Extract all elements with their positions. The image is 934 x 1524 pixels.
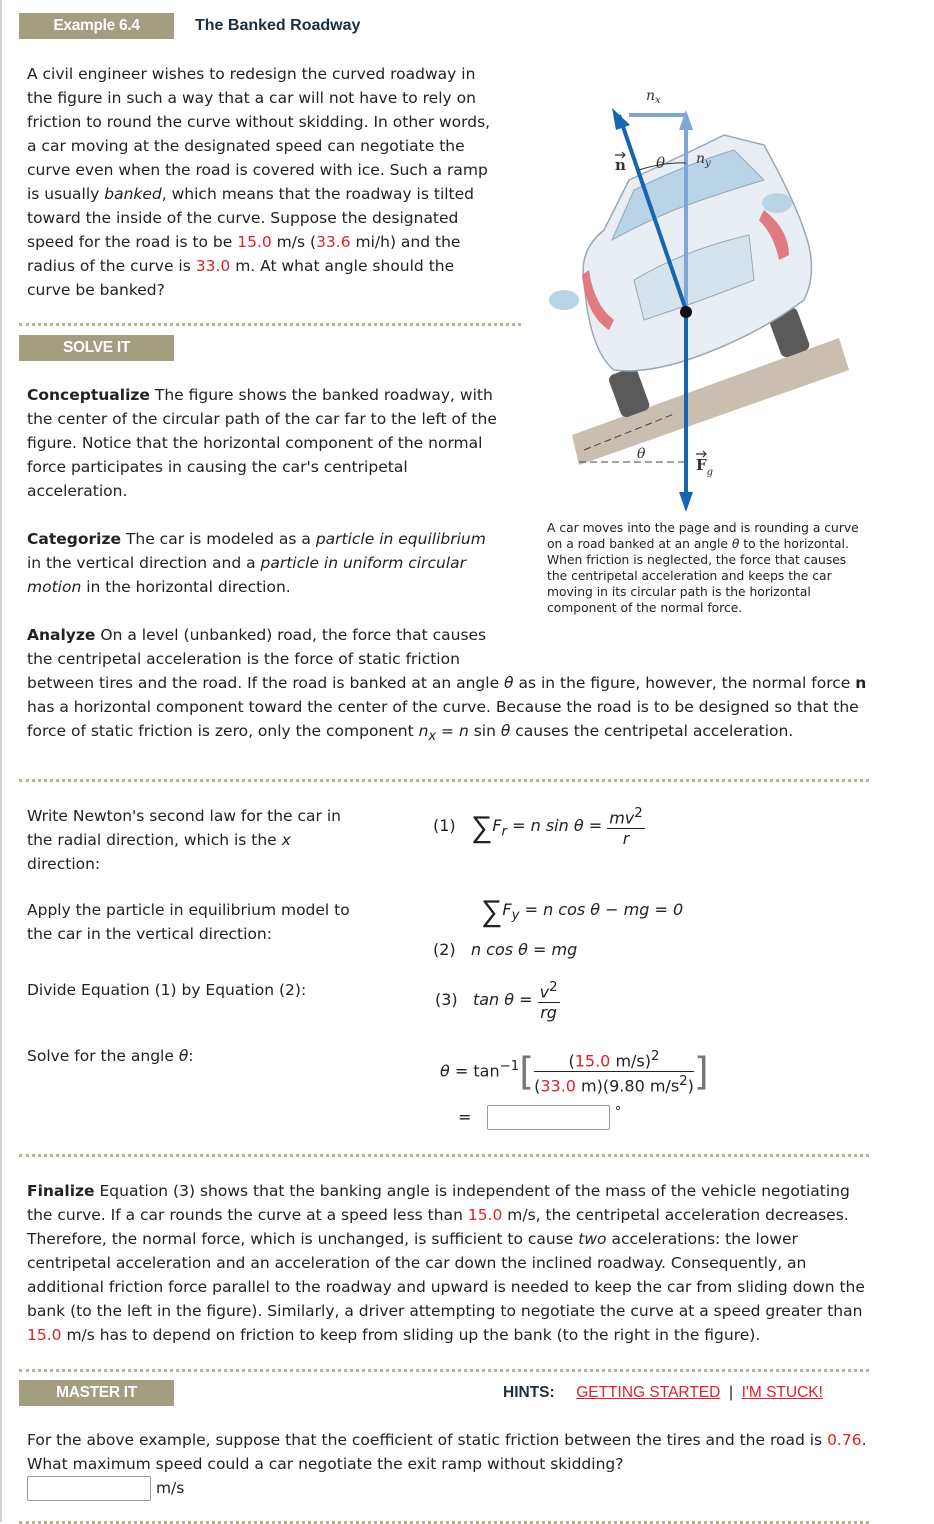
svg-text:Fg: $F_g$ [696,456,714,478]
figure-caption: A car moves into the page and is rounding a curve on a road banked at an angle θ to the horizontal. When friction is neglected, the force that causes the centripetal acceleration and keeps the car moving in its circular path is the horizontal component of the normal force. [547,521,859,615]
analyze-paragraph: Analyze On a level (unbanked) road, the force that causes the centripetal acceleration is the force of static friction between tires and the road. If the road is banked at an angle θ as in the figure, however, the normal force n has a horizontal component toward the center of the curve. Because the road is to be designed so that the force of static friction is zero, only the component $n_x = n$ sin θ causes the centripetal acceleration. [27,626,867,745]
finalize-paragraph: Finalize Equation (3) shows that the banking angle is independent of the mass of the vehicle negotiating the curve. If a car rounds the curve at a speed less than 15.0 m/s, the centripetal acceleration decreases. Therefore, the normal force, which is unchanged, is sufficient to cause two accelerations: the lower centripetal acceleration and an acceleration of the car down the inclined roadway. Consequently, an additional friction force parallel to the roadway and upward is needed to keep the car from sliding down the bank (to the left in the figure). Similarly, a driver attempting to negotiate the curve at a speed greater than 15.0 m/s has to depend on friction to keep from sliding up the bank (to the right in the figure). [27,1182,865,1345]
equation-2: (2) n cos θ = mg [433,940,578,960]
figure-block [534,62,869,662]
hints-bar: HINTS: GETTING STARTED | I'M STUCK! [503,1384,823,1402]
svg-text:θ: θ [637,446,646,462]
step-2-row [27,894,869,978]
divider [19,323,521,326]
left-border [0,0,2,1522]
step-3-row [27,978,869,1044]
equation-1: (1) $\sum F_r = n$ sin θ = $\frac{mv^2}{r}$ [433,806,643,849]
angle-answer-input[interactable] [487,1105,610,1130]
divider [19,1154,869,1157]
step-1-row [27,804,869,898]
step-1-text: Write Newton's second law for the car in the radial direction, which is the x direction: [27,807,341,874]
conceptualize-paragraph: Conceptualize The figure shows the banked roadway, with the center of the circular path of the car far to the left of the figure. Notice that the horizontal component of the normal force participates in causing the car's centripetal acceleration. [27,386,497,500]
step-4-text: Solve for the angle θ: [27,1047,194,1066]
divider [19,1369,869,1372]
example-title: The Banked Roadway [195,17,361,34]
im-stuck-link[interactable]: I'M STUCK! [741,1384,823,1402]
master-it-tag: MASTER IT [19,1380,174,1406]
speed-answer-input[interactable] [27,1476,151,1501]
banked-car-figure [534,70,864,515]
angle-answer-row: = ° [433,1101,869,1130]
categorize-paragraph: Categorize The car is modeled as a particle in equilibrium in the vertical direction and a particle in uniform circular motion in the horizontal direction. [27,530,486,596]
step-2-text: Apply the particle in equilibrium model to the car in the vertical direction: [27,901,350,944]
master-it-question: For the above example, suppose that the coefficient of static friction between the tires and the road is 0.76. What maximum speed could a car negotiate the exit ramp without skidding? m/s [27,1428,869,1501]
svg-text:n: n [615,156,626,174]
step-4-row [27,1044,869,1130]
getting-started-link[interactable]: GETTING STARTED [576,1384,721,1402]
svg-text:θ: θ [656,154,666,172]
center-of-mass-dot [680,306,692,318]
equation-3: (3) tan θ = $\frac{v^2}{rg}$ [435,980,558,1023]
svg-text:ny: $n_y$ [696,151,711,169]
step-3-text: Divide Equation (1) by Equation (2): [27,981,307,1000]
example-tag: Example 6.4 [19,13,174,39]
master-it-header [19,1380,869,1406]
svg-text:nx: $n_x$ [646,88,661,106]
equation-4: $\theta = \tan^{-1}$[ $\frac{(15.0 m/s)^2}{(33.0 m)(9.80 m/s^2)}$ ] [440,1049,709,1096]
intro-paragraph: A civil engineer wishes to redesign the curved roadway in the figure in such a way that a car will not have to rely on friction to round the curve without skidding. In other words, a car moving at the designated speed can negotiate the curve even when the road is covered with ice. Such a ramp is usually banked, which means that the roadway is tilted toward the inside of the curve. Suppose the designated speed for the road is to be 15.0 m/s (33.6 mi/h) and the radius of the curve is 33.0 m. At what angle should the curve be banked? [27,65,491,299]
solve-it-tag: SOLVE IT [19,335,174,361]
equation-2a: $\sum F_y = n$ cos θ − mg = 0 [481,894,684,930]
divider [19,779,869,782]
